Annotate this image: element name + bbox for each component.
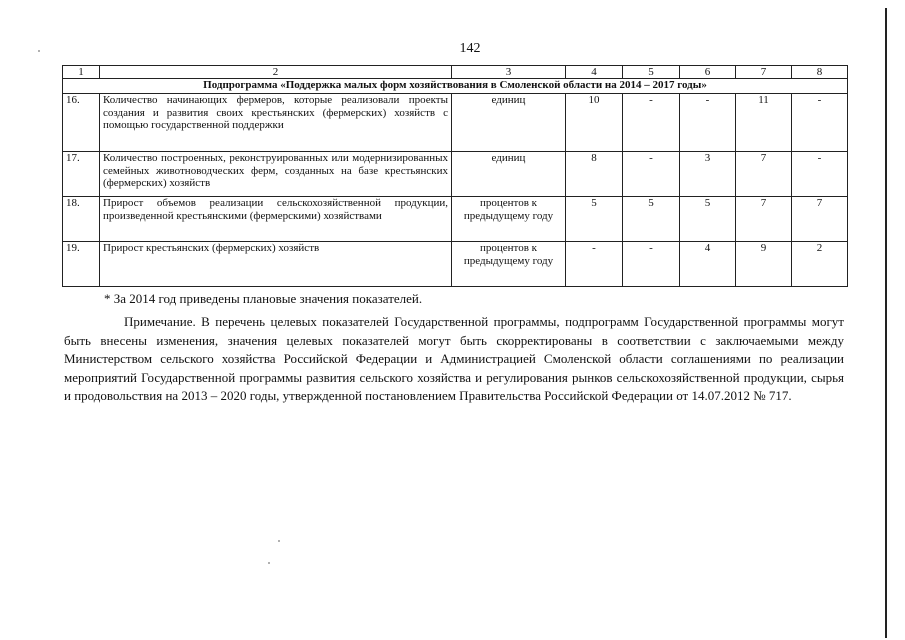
value-cell: 9 bbox=[736, 242, 792, 287]
column-number: 6 bbox=[680, 66, 736, 79]
page-number: 142 bbox=[459, 41, 481, 56]
value-cell: 3 bbox=[680, 152, 736, 197]
unit-cell: единиц bbox=[452, 94, 566, 152]
column-number: 2 bbox=[100, 66, 452, 79]
scan-speck bbox=[268, 562, 270, 564]
value-cell: 5 bbox=[680, 197, 736, 242]
value-cell: - bbox=[623, 152, 680, 197]
value-cell: 4 bbox=[680, 242, 736, 287]
table-row bbox=[63, 242, 848, 287]
column-number: 1 bbox=[63, 66, 100, 79]
value-cell: 8 bbox=[566, 152, 623, 197]
value-cell: 5 bbox=[566, 197, 623, 242]
table-row bbox=[63, 197, 848, 242]
table-row bbox=[63, 152, 848, 197]
column-number: 3 bbox=[452, 66, 566, 79]
indicator-name: Количество построенных, реконструированных или модернизированных семейных животноводческих ферм, созданных на базе крестьянских (фермерских) хозяйств bbox=[100, 152, 452, 197]
row-number: 18. bbox=[63, 197, 100, 242]
value-cell: - bbox=[792, 94, 848, 152]
indicators-table bbox=[62, 65, 848, 287]
indicator-name: Количество начинающих фермеров, которые реализовали проекты создания и развития своих крестьянских (фермерских) хозяйств с помощью государственной поддержки bbox=[100, 94, 452, 152]
scan-speck bbox=[38, 50, 40, 52]
scan-edge-line bbox=[885, 8, 887, 638]
subprogram-title: Подпрограмма «Поддержка малых форм хозяйствования в Смоленской области на 2014 – 2017 годы» bbox=[63, 79, 848, 94]
unit-cell: процентов к предыдущему году bbox=[452, 242, 566, 287]
value-cell: - bbox=[566, 242, 623, 287]
indicator-name: Прирост объемов реализации сельскохозяйственной продукции, произведенной крестьянскими (фермерскими) хозяйствами bbox=[100, 197, 452, 242]
column-number: 4 bbox=[566, 66, 623, 79]
value-cell: - bbox=[792, 152, 848, 197]
value-cell: - bbox=[680, 94, 736, 152]
value-cell: - bbox=[623, 242, 680, 287]
column-number: 8 bbox=[792, 66, 848, 79]
value-cell: 11 bbox=[736, 94, 792, 152]
table-row bbox=[63, 94, 848, 152]
scan-speck bbox=[278, 540, 280, 542]
row-number: 17. bbox=[63, 152, 100, 197]
row-number: 16. bbox=[63, 94, 100, 152]
value-cell: 5 bbox=[623, 197, 680, 242]
value-cell: 7 bbox=[792, 197, 848, 242]
unit-cell: единиц bbox=[452, 152, 566, 197]
indicator-name: Прирост крестьянских (фермерских) хозяйств bbox=[100, 242, 452, 287]
column-number: 5 bbox=[623, 66, 680, 79]
note-paragraph: Примечание. В перечень целевых показателей Государственной программы, подпрограмм Государственной программы могут быть внесены изменения, значения целевых показателей могут быть скорректированы в соответствии с заключаемыми между Министерством сельского хозяйства Российской Федерации и Администрацией Смоленской области соглашениями по реализации мероприятий Государственной программы развития сельского хозяйства и регулирования рынков сельскохозяйственной продукции, сырья и продовольствия на 2013 – 2020 годы, утвержденной постановлением Правительства Российской Федерации от 14.07.2012 № 717. bbox=[64, 314, 844, 403]
row-number: 19. bbox=[63, 242, 100, 287]
unit-cell: процентов к предыдущему году bbox=[452, 197, 566, 242]
value-cell: 2 bbox=[792, 242, 848, 287]
value-cell: 7 bbox=[736, 152, 792, 197]
column-number: 7 bbox=[736, 66, 792, 79]
value-cell: 10 bbox=[566, 94, 623, 152]
value-cell: 7 bbox=[736, 197, 792, 242]
column-number-row bbox=[63, 66, 848, 79]
footnote: * За 2014 год приведены плановые значения показателей. bbox=[104, 291, 423, 306]
value-cell: - bbox=[623, 94, 680, 152]
subprogram-row bbox=[63, 79, 848, 94]
